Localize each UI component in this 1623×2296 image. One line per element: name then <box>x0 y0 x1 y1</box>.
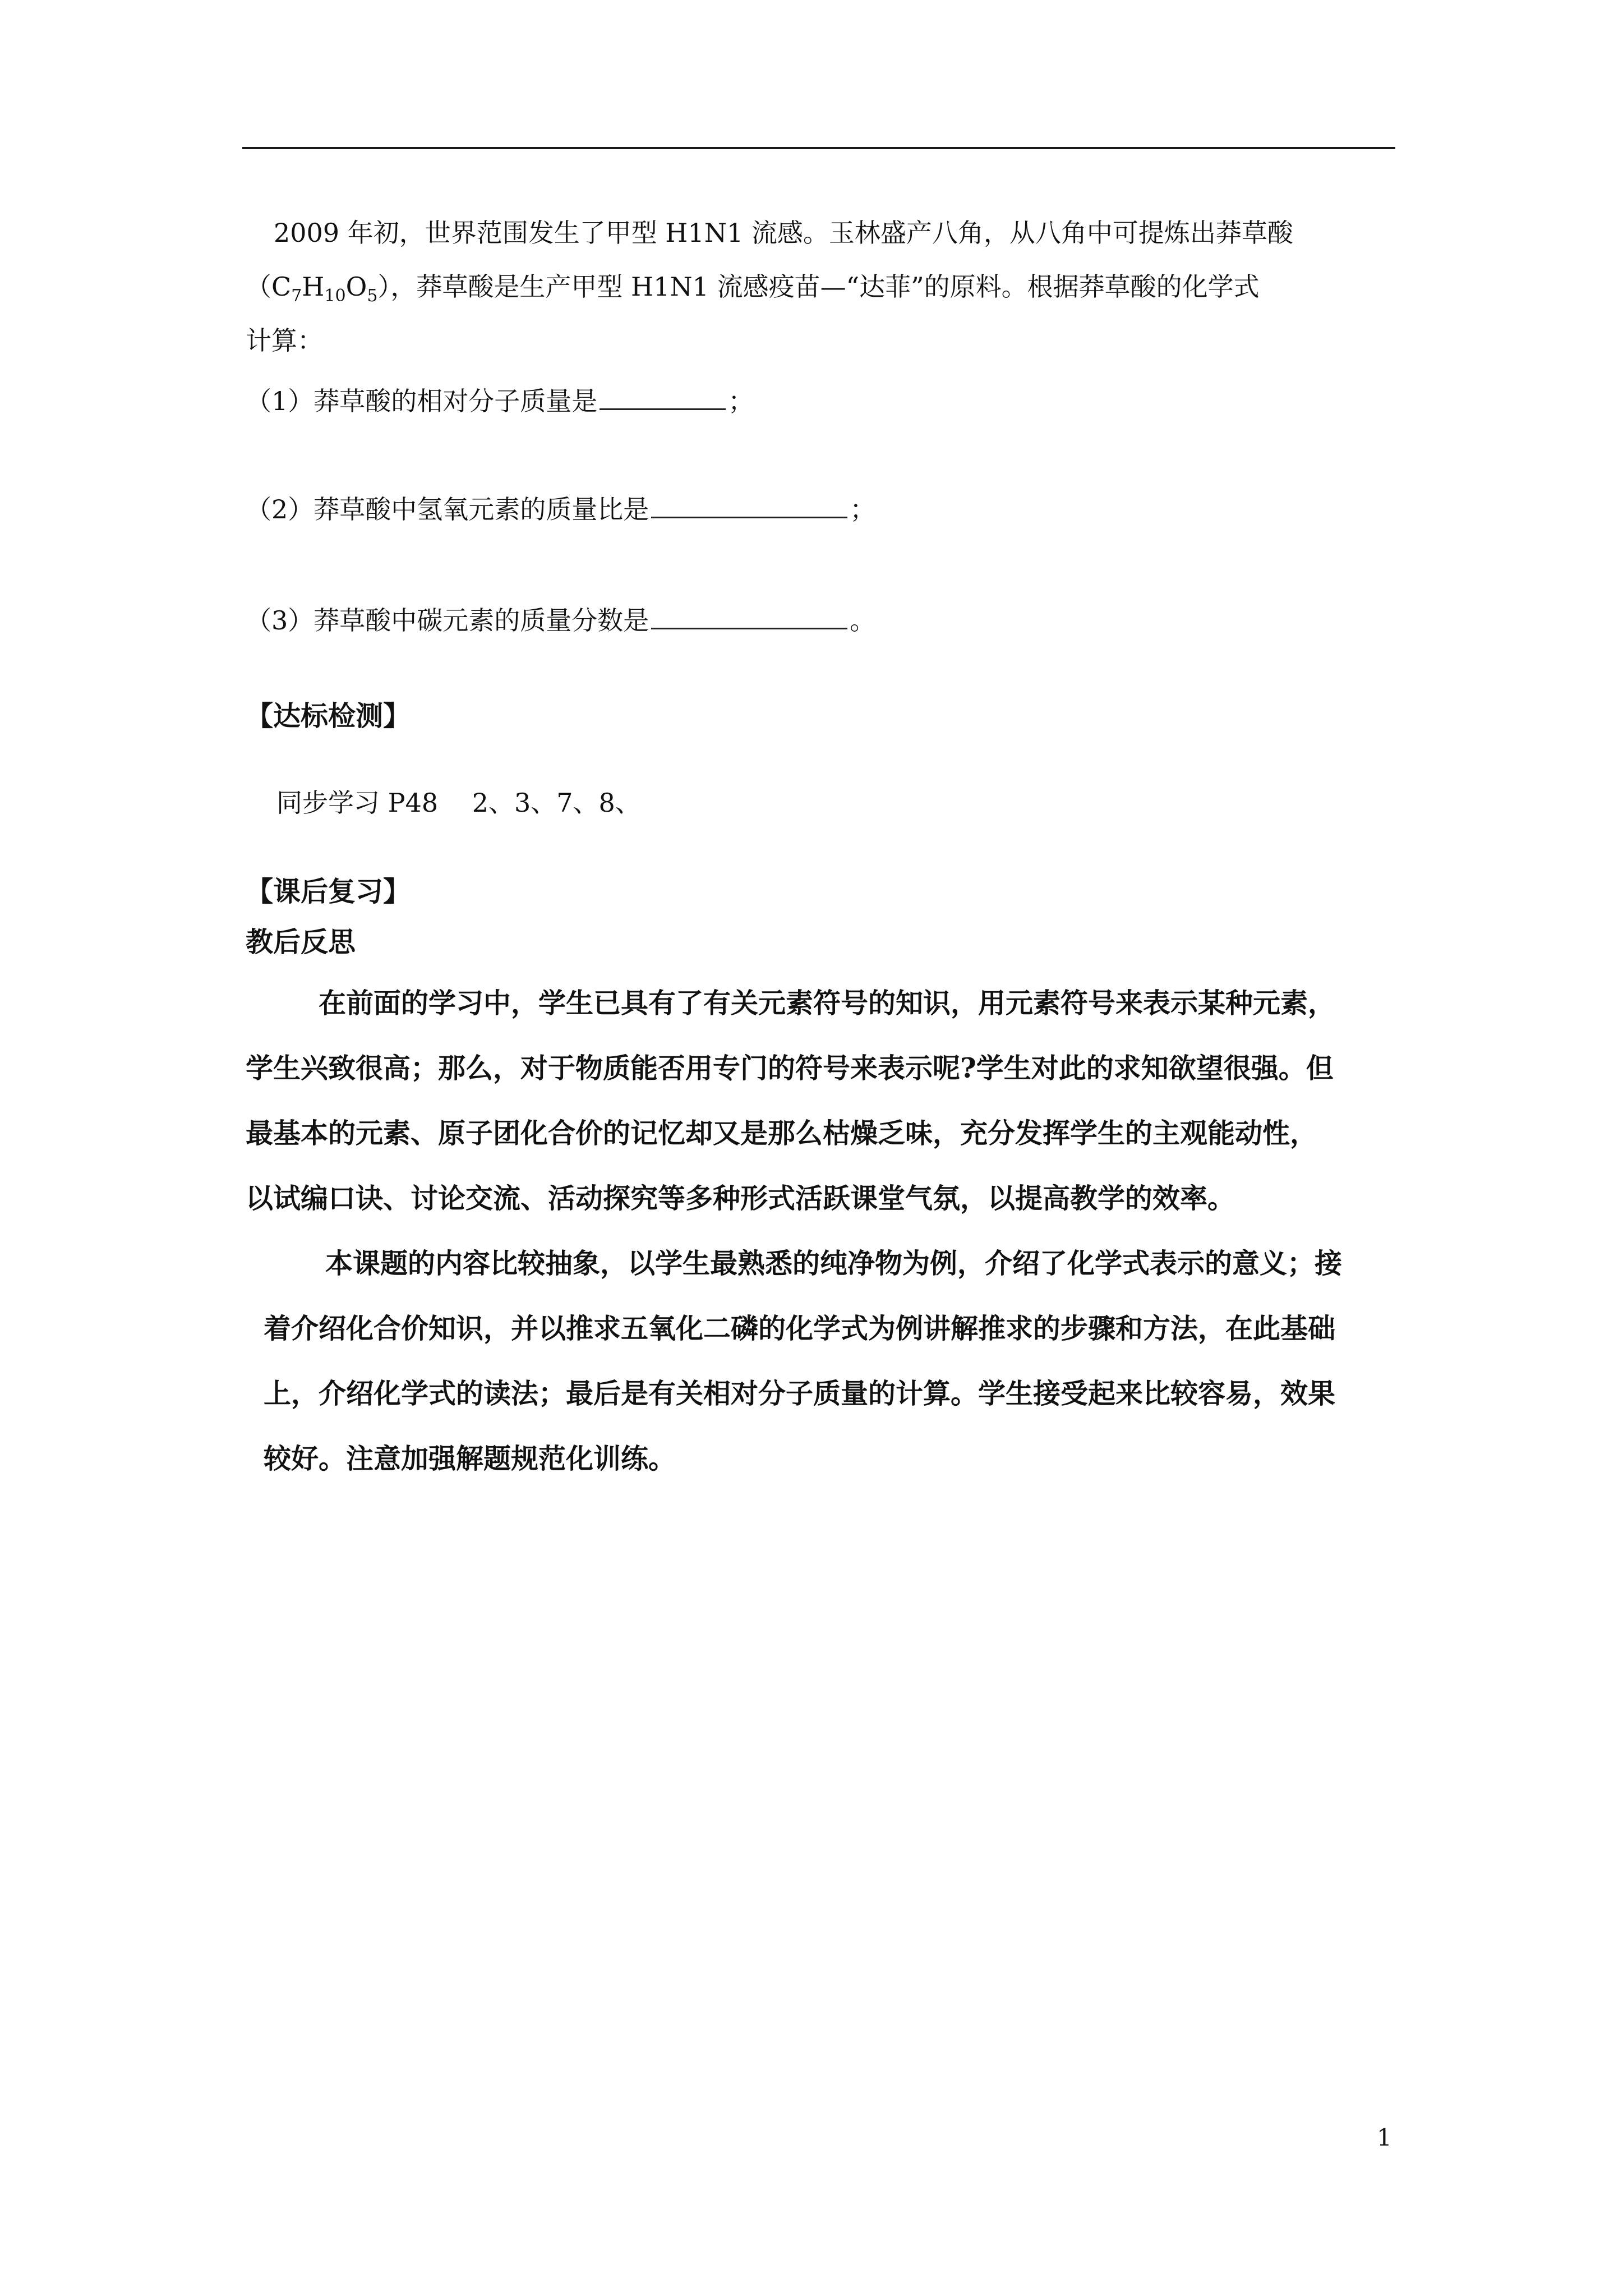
reflection-p2-line-4: 较好。注意加强解题规范化训练。 <box>264 1442 676 1475</box>
question-3: （3）莽草酸中碳元素的质量分数是 。 <box>246 603 875 633</box>
problem-intro-line-1 <box>274 220 1293 246</box>
reflection-p1-line-2: 学生兴致很高；那么，对于物质能否用专门的符号来表示呢?学生对此的求知欲望很强。但 <box>246 1052 1334 1084</box>
problem-intro-text-1: 2009 年初，世界范围发生了甲型 H1N1 流感。玉林盛产八角，从八角中可提炼出莽草酸 <box>274 218 1293 248</box>
problem-intro-text-3: 计算： <box>246 325 323 356</box>
formula: $(C_7H_{10}O_5)$ <box>246 272 391 306</box>
reflection-p1-line-3: 最基本的元素、原子团化合价的记忆却又是那么枯燥乏味，充分发挥学生的主观能动性， <box>246 1117 1318 1149</box>
reflection-heading: 教后反思 <box>246 926 356 958</box>
problem-intro-text-2: ，莽草酸是生产甲型 H1N1 流感疫苗—“达菲”的原料。根据莽草酸的化学式 <box>390 272 1260 302</box>
reflection-p1-line-1: 在前面的学习中，学生已具有了有关元素符号的知识，用元素符号来表示某种元素， <box>319 987 1336 1019</box>
question-2-text: （2）莽草酸中氢氧元素的质量比是 <box>246 494 649 524</box>
question-1-text: （1）莽草酸的相对分子质量是 <box>246 386 598 416</box>
reflection-p1-line-4: 以试编口诀、讨论交流、活动探究等多种形式活跃课堂气氛，以提高教学的效率。 <box>246 1182 1235 1214</box>
page-number: 1 <box>1377 2124 1392 2151</box>
reflection-p2-line-2: 着介绍化合价知识，并以推求五氧化二磷的化学式为例讲解推求的步骤和方法，在此基础 <box>264 1312 1336 1345</box>
dabiao-content: 同步学习 P48 2、3、7、8、 <box>276 788 641 818</box>
section-heading-dabiao: 【达标检测】 <box>246 700 411 732</box>
question-3-text: （3）莽草酸中碳元素的质量分数是 <box>246 605 649 636</box>
answer-blank-2[interactable] <box>651 492 847 518</box>
answer-blank-3[interactable] <box>651 603 847 629</box>
answer-blank-1[interactable] <box>600 384 726 410</box>
header-rule <box>242 147 1395 149</box>
problem-intro-line-3 <box>246 325 323 356</box>
problem-intro-line-2 <box>246 272 1260 306</box>
reflection-p2-line-3: 上，介绍化学式的读法；最后是有关相对分子质量的计算。学生接受起来比较容易，效果 <box>264 1377 1336 1410</box>
reflection-p2-line-1: 本课题的内容比较抽象，以学生最熟悉的纯净物为例，介绍了化学式表示的意义；接 <box>325 1247 1343 1280</box>
question-1: （1）莽草酸的相对分子质量是 ； <box>246 384 754 414</box>
question-2: （2）莽草酸中氢氧元素的质量比是 ； <box>246 492 875 522</box>
section-heading-kehou: 【课后复习】 <box>246 875 411 908</box>
